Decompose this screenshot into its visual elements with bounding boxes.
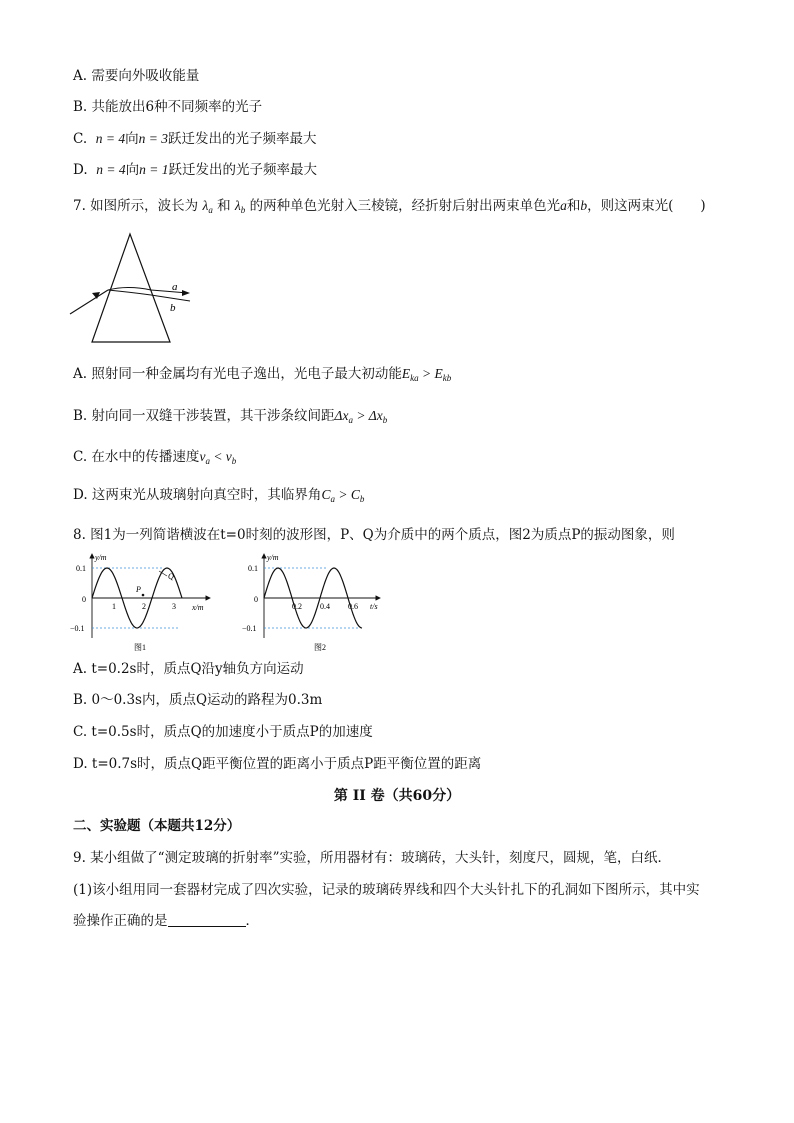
q7-option-c-v: v [199, 449, 206, 464]
q9-stem: 9. 某小组做了“测定玻璃的折射率”实验，所用器材有：玻璃砖，大头针，刻度尺，圆规，笔，白纸． [73, 850, 671, 866]
fig1-y-label: y/m [95, 553, 107, 562]
q7-option-d-sub2: b [359, 494, 365, 504]
q6-option-c-n4: n = 4 [95, 131, 126, 146]
answer-blank[interactable] [168, 912, 246, 927]
fig2-caption: 图2 [314, 643, 326, 652]
fig1-point-p-label: P [136, 585, 141, 594]
refracted-ray-a [108, 288, 151, 291]
q7-option-c-text: C. 在水中的传播速度 [73, 449, 200, 465]
lambda-a-sub: a [208, 205, 213, 215]
q7-stem-part: 的两种单色光射入三棱镜，经折射后射出两束单色光 [249, 198, 561, 214]
q7-option-b-gt: > Δx [352, 408, 383, 423]
refracted-ray-b [108, 290, 151, 295]
q7-option-d-c: C [321, 487, 331, 502]
q7-option-a-text: A. 照射同一种金属均有光电子逸出，光电子最大初动能 [73, 366, 402, 382]
fig1-y-bottom-tick: −0.1 [70, 624, 85, 633]
fig2-x-tick: 0.2 [292, 602, 302, 611]
q7-option-a [73, 364, 451, 388]
q6-option-c-n3: n = 3 [138, 131, 168, 146]
fig2-x-label: t/s [370, 602, 378, 611]
q7-stem [73, 196, 706, 220]
q7-option-c-sub1: a [205, 456, 210, 466]
q7-option-b-sub2: b [382, 415, 388, 425]
q8-stem: 8. 图1为一列简谐横波在t=0时刻的波形图，P、Q为介质中的两个质点，图2为质点P的振动图象，则 [73, 527, 675, 543]
fig1-y-top-tick: 0.1 [76, 564, 86, 573]
fig1-x-tick: 2 [142, 602, 146, 611]
q7-stem-part: 和 [566, 198, 581, 214]
section-heading: 二、实验题（本题共12分） [73, 818, 241, 834]
q7-option-c-lt: < v [209, 449, 232, 464]
q7-option-b-sub1: a [348, 415, 353, 425]
fig2-y-label: y/m [267, 553, 279, 562]
q8-option-a: A. t=0.2s时，质点Q沿y轴负方向运动 [73, 661, 304, 677]
q6-option-b: B. 共能放出6种不同频率的光子 [73, 99, 263, 115]
ray-label-b: b [170, 302, 176, 314]
q7-option-d-gt: > C [334, 487, 360, 502]
q6-option-c-text: 跃迁发出的光子频率最大 [167, 131, 317, 147]
q9-sub1-line1: (1)该小组用同一套器材完成了四次实验，记录的玻璃砖界线和四个大头针扎下的孔洞如下图所示，其中实 [73, 882, 700, 898]
fig1-origin-label: 0 [82, 595, 86, 604]
fig2-y-bottom-tick: −0.1 [242, 624, 257, 633]
section-title: 第 II 卷（共60分） [333, 788, 461, 804]
prism-figure [66, 230, 196, 350]
q6-option-d-to: 向 [125, 162, 140, 178]
incident-ray [70, 290, 108, 314]
q8-option-b: B. 0～0.3s内，质点Q运动的路程为0.3m [73, 692, 323, 708]
q7-stem-part: ，则这两束光( ) [587, 198, 706, 214]
wave-graph-figure-1 [68, 550, 218, 656]
lambda-b-symbol: λ [234, 198, 241, 213]
q6-option-d-prefix: D. [73, 162, 88, 178]
q6-option-c [73, 129, 316, 149]
fig1-x-tick: 3 [172, 602, 176, 611]
q8-option-c: C. t=0.5s时，质点Q的加速度小于质点P的加速度 [73, 724, 373, 740]
fig1-x-label: x/m [192, 603, 204, 612]
q7-option-a-gt: > E [418, 366, 443, 381]
q7-option-b-text: B. 射向同一双缝干涉装置，其干涉条纹间距 [73, 408, 335, 424]
fig1-point-q-label: Q [168, 572, 174, 581]
lambda-a-symbol: λ [202, 198, 209, 213]
exit-ray-b [151, 295, 190, 301]
q7-option-d-sub1: a [330, 494, 335, 504]
q6-option-c-prefix: C. [73, 131, 88, 147]
q7-option-b-dx: Δx [334, 408, 349, 423]
beam-a-symbol: a [560, 198, 567, 213]
q6-option-d-text: 跃迁发出的光子频率最大 [168, 162, 317, 178]
fig1-x-tick: 1 [112, 602, 116, 611]
beam-b-symbol: b [580, 198, 588, 213]
q9-sub1-text: 验操作正确的是 [73, 913, 168, 929]
q7-stem-part: 7. 如图所示，波长为 [73, 198, 199, 214]
q7-option-d [73, 485, 364, 509]
fig1-caption: 图1 [134, 643, 146, 652]
q7-option-a-sub1: ka [410, 373, 419, 383]
q8-option-d: D. t=0.7s时，质点Q距平衡位置的距离小于质点P距平衡位置的距离 [73, 756, 482, 772]
q7-option-c [73, 447, 236, 471]
fig2-origin-label: 0 [254, 595, 258, 604]
q7-stem-part: 和 [217, 198, 231, 214]
ray-label-a: a [172, 281, 178, 293]
fig2-x-tick: 0.4 [320, 602, 330, 611]
lambda-b-sub: b [240, 205, 246, 215]
fig2-x-tick: 0.6 [348, 602, 358, 611]
q7-option-a-sub2: kb [442, 373, 452, 383]
q6-option-d-n4: n = 4 [96, 162, 126, 177]
q7-option-c-sub2: b [231, 456, 237, 466]
vibration-graph-figure-2 [238, 550, 388, 656]
q7-option-a-e: E [401, 366, 411, 381]
q7-option-b [73, 406, 387, 430]
fig2-y-top-tick: 0.1 [248, 564, 258, 573]
q6-option-d [73, 160, 317, 180]
q9-sub1-line2 [73, 911, 259, 931]
q6-option-a: A. 需要向外吸收能量 [73, 68, 200, 84]
q6-option-c-to: 向 [125, 131, 139, 147]
exit-arrow-a-icon [182, 290, 190, 296]
fig1-point-p [142, 594, 145, 597]
q6-option-d-n1: n = 1 [139, 162, 169, 177]
q7-option-d-text: D. 这两束光从玻璃射向真空时，其临界角 [73, 487, 322, 503]
q9-sub1-end: ． [245, 913, 259, 929]
